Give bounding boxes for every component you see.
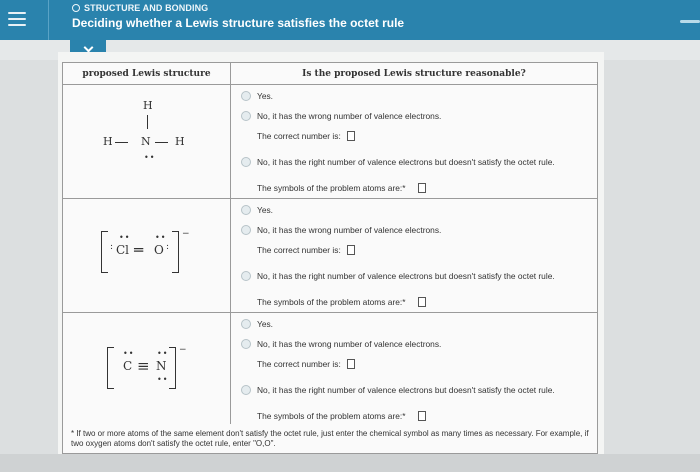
table-row [63, 313, 598, 428]
atom-c: C [123, 359, 133, 373]
option-octet[interactable]: No, it has the right number of valence electrons but doesn't satisfy the octet rule. [231, 146, 597, 178]
problem-atoms-row: The symbols of the problem atoms are:* [231, 406, 597, 426]
bracket-left [107, 347, 114, 389]
atom-h-top: H [143, 99, 153, 112]
bottom-area [0, 454, 700, 472]
header-bar [0, 0, 700, 40]
circle-icon [72, 4, 80, 12]
bond-triple: ≡ [137, 357, 150, 375]
correct-number-row: The correct number is: [231, 240, 597, 260]
radio-button[interactable] [241, 91, 251, 101]
bond-left [115, 142, 128, 143]
subject-label [72, 3, 208, 13]
lone-pair-n: •• [144, 153, 156, 162]
problem-atoms-input[interactable] [418, 183, 426, 193]
bond-double: ═ [134, 241, 144, 259]
lone-pair-c-top: •• [123, 349, 135, 358]
progress-pill [680, 20, 700, 23]
footnote: * If two or more atoms of the same element don't satisfy the octet rule, just enter the chemical symbol as many times as necessary. For example, if two oxygen atoms don't satisfy the octet rule, enter "O,O". [62, 424, 598, 454]
problem-atoms-input[interactable] [418, 297, 426, 307]
header-reasonable: Is the proposed Lewis structure reasonable? [231, 63, 598, 85]
lone-pair-cl-left: : [110, 242, 114, 252]
problem-atoms-input[interactable] [418, 411, 426, 421]
charge-minus: − [182, 229, 190, 239]
bracket-right [169, 347, 176, 389]
correct-number-input[interactable] [347, 245, 355, 255]
menu-icon[interactable] [6, 8, 28, 30]
atom-h-right: H [175, 135, 185, 148]
radio-button[interactable] [241, 157, 251, 167]
table-row [63, 199, 598, 313]
radio-button[interactable] [241, 225, 251, 235]
bracket-right [172, 231, 179, 273]
lone-pair-n-top: •• [157, 349, 169, 358]
option-yes[interactable]: Yes. [231, 86, 597, 106]
atom-h-left: H [103, 135, 113, 148]
problem-atoms-row: The symbols of the problem atoms are:* [231, 292, 597, 312]
chevron-down-icon [83, 43, 93, 53]
radio-button[interactable] [241, 319, 251, 329]
options-cn [231, 313, 597, 426]
radio-button[interactable] [241, 271, 251, 281]
lone-pair-o-right: : [166, 242, 170, 252]
correct-number-input[interactable] [347, 359, 355, 369]
radio-button[interactable] [241, 111, 251, 121]
option-octet[interactable]: No, it has the right number of valence electrons but doesn't satisfy the octet rule. [231, 260, 597, 292]
table-row [63, 85, 598, 199]
option-wrong-count[interactable]: No, it has the wrong number of valence electrons. [231, 334, 597, 354]
atom-n: N [141, 135, 151, 148]
atom-n: N [156, 359, 167, 373]
problem-atoms-row: The symbols of the problem atoms are:* [231, 178, 597, 198]
subject-text: STRUCTURE AND BONDING [84, 3, 209, 13]
bracket-left [101, 231, 108, 273]
atom-cl: Cl [116, 243, 130, 257]
header-divider [48, 0, 49, 40]
option-octet[interactable]: No, it has the right number of valence electrons but doesn't satisfy the octet rule. [231, 374, 597, 406]
option-wrong-count[interactable]: No, it has the wrong number of valence electrons. [231, 106, 597, 126]
options-nh3 [231, 85, 597, 198]
option-yes[interactable]: Yes. [231, 314, 597, 334]
page-title: Deciding whether a Lewis structure satisfies the octet rule [72, 16, 405, 30]
radio-button[interactable] [241, 385, 251, 395]
bond-vertical [147, 115, 148, 129]
correct-number-input[interactable] [347, 131, 355, 141]
charge-minus: − [179, 345, 187, 355]
lone-pair-n-bottom: •• [157, 375, 169, 384]
bond-right [155, 142, 168, 143]
atom-o: O [154, 243, 164, 257]
option-wrong-count[interactable]: No, it has the wrong number of valence electrons. [231, 220, 597, 240]
lewis-table [62, 62, 598, 428]
options-clo [231, 199, 597, 312]
lone-pair-cl-top: •• [119, 233, 131, 242]
header-structure: proposed Lewis structure [63, 63, 231, 85]
option-yes[interactable]: Yes. [231, 200, 597, 220]
correct-number-row: The correct number is: [231, 354, 597, 374]
lone-pair-o-top: •• [155, 233, 167, 242]
radio-button[interactable] [241, 205, 251, 215]
correct-number-row: The correct number is: [231, 126, 597, 146]
radio-button[interactable] [241, 339, 251, 349]
